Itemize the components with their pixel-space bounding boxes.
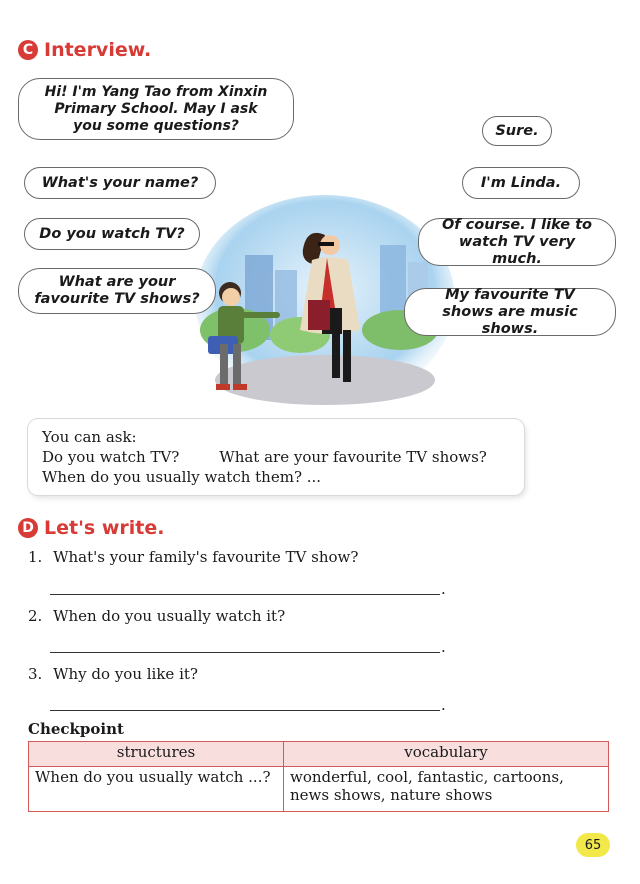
bubble-name-question: What's your name? <box>24 167 216 199</box>
section-c-title: Interview. <box>44 39 152 61</box>
question-2 <box>28 607 285 625</box>
answer-line-3-period: . <box>441 696 446 714</box>
bubble-favourite-question: What are your favourite TV shows? <box>18 268 216 314</box>
section-d-header <box>18 517 164 539</box>
bubble-favourite-answer: My favourite TV shows are music shows. <box>404 288 616 336</box>
bubble-sure: Sure. <box>482 116 552 146</box>
question-1 <box>28 548 358 566</box>
question-1-number: 1. <box>28 548 43 566</box>
checkpoint-header-vocabulary: vocabulary <box>284 742 609 767</box>
checkpoint-vocabulary-cell: wonderful, cool, fantastic, cartoons, news shows, nature shows <box>284 767 609 812</box>
checkpoint-header-row <box>29 742 609 767</box>
checkpoint-header-structures: structures <box>29 742 284 767</box>
bubble-intro: Hi! I'm Yang Tao from Xinxin Primary School. May I ask you some questions? <box>18 78 294 140</box>
question-1-text: What's your family's favourite TV show? <box>53 548 359 566</box>
bubble-name-answer: I'm Linda. <box>462 167 580 199</box>
ask-example-watch-tv: Do you watch TV? <box>42 448 180 466</box>
answer-line-1-period: . <box>441 580 446 598</box>
question-3 <box>28 665 198 683</box>
section-d-badge: D <box>18 518 38 538</box>
question-3-text: Why do you like it? <box>53 665 198 683</box>
bubble-tv-question: Do you watch TV? <box>24 218 200 250</box>
question-2-number: 2. <box>28 607 43 625</box>
page-number: 65 <box>576 833 610 857</box>
answer-line-1[interactable] <box>50 594 440 595</box>
answer-line-2-period: . <box>441 638 446 656</box>
ask-line-when: When do you usually watch them? ... <box>42 468 322 486</box>
checkpoint-title: Checkpoint <box>28 720 124 738</box>
ask-line-intro: You can ask: <box>42 428 137 446</box>
you-can-ask-box <box>28 419 524 495</box>
ask-example-favourite: What are your favourite TV shows? <box>219 448 487 466</box>
bubble-tv-answer: Of course. I like to watch TV very much. <box>418 218 616 266</box>
section-c-header <box>18 39 151 61</box>
checkpoint-structure-cell: When do you usually watch ...? <box>29 767 284 812</box>
answer-line-2[interactable] <box>50 652 440 653</box>
ask-line-examples <box>42 447 510 467</box>
answer-line-3[interactable] <box>50 710 440 711</box>
section-d-title: Let's write. <box>44 517 165 539</box>
question-2-text: When do you usually watch it? <box>53 607 286 625</box>
section-c-badge: C <box>18 40 38 60</box>
checkpoint-table <box>28 741 609 812</box>
question-3-number: 3. <box>28 665 43 683</box>
checkpoint-row <box>29 767 609 812</box>
